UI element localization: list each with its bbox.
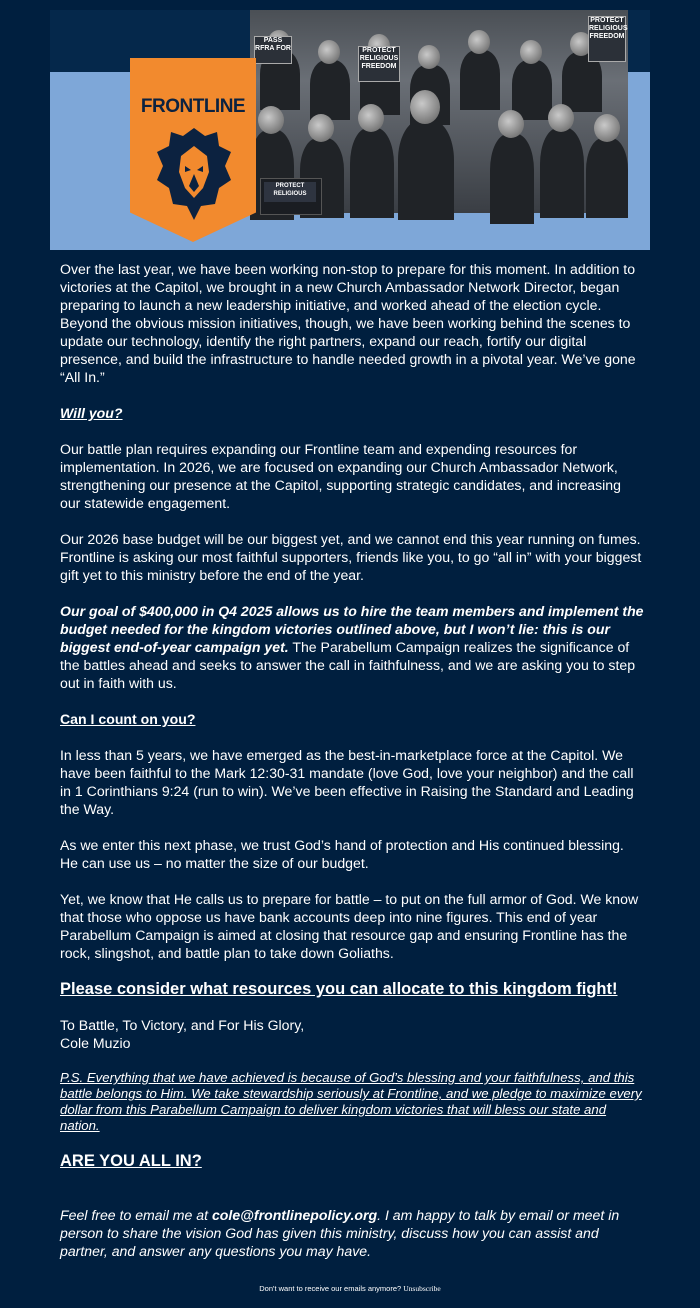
- five-years-paragraph: In less than 5 years, we have emerged as the best-in-marketplace force at the Capitol. We have been faithful to the Mark 12:30-31 mandate (love God, love your neighbor) and the call in 1 Corinthians 9:24 (run to win). We’ve been effective in Raising the Standard and Leading the Way.: [60, 747, 634, 817]
- photo-sign: PROTECT RELIGIOUS FREEDOM: [358, 46, 400, 82]
- count-on-you-heading: Can I count on you?: [60, 711, 196, 727]
- photo-sign: PROTECT RELIGIOUS FREEDOM: [588, 16, 626, 62]
- goal-emphasis: Our goal of $400,000 in Q4 2025 allows us to hire the team members and implement the budget needed for the kingdom victories outlined above, but I won’t lie: this is our biggest end-of-year campaign yet.: [60, 603, 644, 655]
- will-you-heading: Will you?: [60, 405, 123, 421]
- footer: [0, 1284, 700, 1293]
- signoff-line: To Battle, To Victory, and For His Glory,: [60, 1017, 305, 1033]
- goal-paragraph: [60, 602, 645, 692]
- header-banner: [50, 10, 650, 250]
- signoff: [60, 1016, 645, 1052]
- signer-name: Cole Muzio: [60, 1035, 131, 1051]
- budget-paragraph: Our 2026 base budget will be our biggest yet, and we cannot end this year running on fumes. Frontline is asking our most faithful supporters, friends like you, to go “all in” with your biggest gift yet to this ministry before the end of the year.: [60, 531, 642, 583]
- prepare-paragraph: Yet, we know that He calls us to prepare for battle – to put on the full armor of God. We know that those who oppose us have bank accounts deep into nine figures. This end of year Parabellum Campaign is aimed at closing that resource gap and ensuring Frontline has the rock, slingshot, and battle plan to take down Goliaths.: [60, 891, 639, 961]
- contact-paragraph: [60, 1206, 645, 1260]
- all-in-heading: ARE YOU ALL IN?: [60, 1152, 202, 1170]
- unsubscribe-link[interactable]: Unsubscribe: [403, 1284, 441, 1293]
- lion-logo-icon: [155, 126, 233, 222]
- photo-sign: PASS RFRA FOR: [254, 36, 292, 64]
- next-phase-paragraph: As we enter this next phase, we trust God’s hand of protection and His continued blessing. He can use us – no matter the size of our budget.: [60, 837, 624, 871]
- email-body: [60, 260, 645, 1278]
- logo-wordmark: FRONTLINE: [140, 96, 246, 117]
- battle-plan-paragraph: Our battle plan requires expanding our Frontline team and expending resources for implementation. In 2026, we are focused on expanding our Church Ambassador Network, strengthening our presence at the Capitol, supporting strategic candidates, and increasing our statewide engagement.: [60, 441, 621, 511]
- contact-pre: Feel free to email me at: [60, 1207, 212, 1223]
- podium-sign: PROTECT RELIGIOUS: [264, 182, 316, 202]
- contact-post: . I am happy to talk by email or meet in person to share the vision God has given this ministry, discuss how you can assist and partner, and answer any questions you may have.: [60, 1207, 620, 1259]
- intro-paragraph: Over the last year, we have been working non-stop to prepare for this moment. In addition to victories at the Capitol, we brought in a new Church Ambassador Network Director, began preparing to launch a new leadership initiative, and worked ahead of the election cycle. Beyond the obvious mission initiatives, though, we have been working behind the scenes to update our technology, identify the right partners, expand our reach, fortify our digital presence, and build the infrastructure to handle needed growth in a pivotal year. We’ve gone “All In.”: [60, 261, 636, 385]
- footer-text: Don't want to receive our emails anymore?: [259, 1284, 404, 1293]
- consider-heading: Please consider what resources you can allocate to this kingdom fight!: [60, 980, 618, 998]
- email-link[interactable]: cole@frontlinepolicy.org: [211, 1207, 378, 1223]
- ps-paragraph: P.S. Everything that we have achieved is because of God’s blessing and your faithfulness, and this battle belongs to Him. We take stewardship seriously at Frontline, and we pledge to maximize every dollar from this Parabellum Campaign to deliver kingdom victories that will bless our state and nation.: [60, 1070, 642, 1133]
- goal-rest: The Parabellum Campaign realizes the significance of the battles ahead and seeks to answer the call in faithfulness, and we are asking you to step out in faith with us.: [60, 639, 636, 691]
